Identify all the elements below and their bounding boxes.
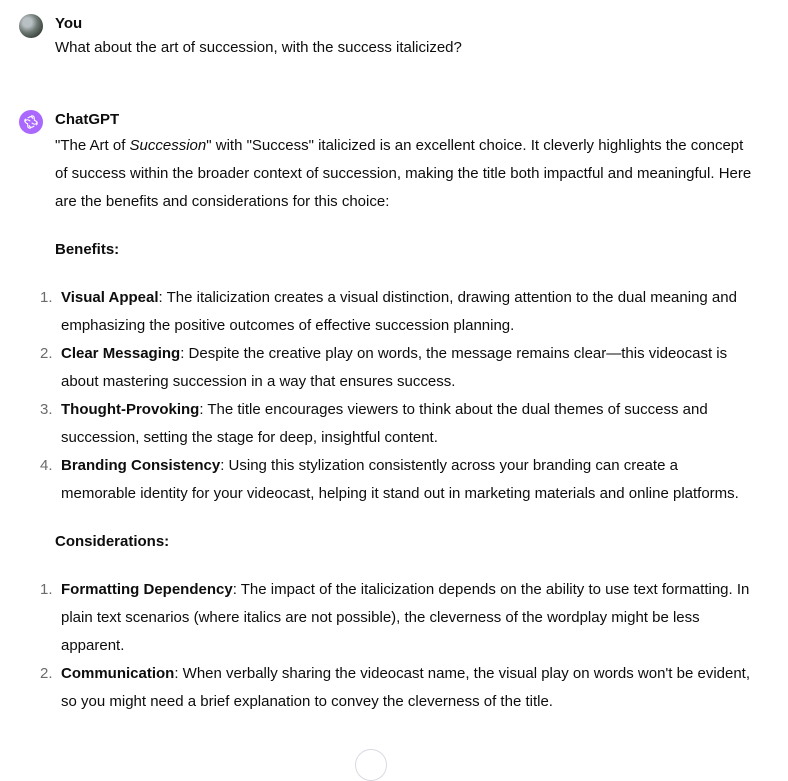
openai-logo-icon [19, 110, 43, 134]
intro-paragraph [55, 132, 755, 216]
benefits-heading: Benefits: [55, 241, 120, 258]
user-author-name: You [55, 15, 83, 32]
scroll-down-button[interactable] [355, 749, 387, 781]
user-message-text: What about the art of succession, with the success italicized? [55, 39, 462, 56]
intro-italic-word: Succession [129, 137, 207, 154]
user-avatar [19, 14, 43, 38]
considerations-heading: Considerations: [55, 533, 170, 550]
benefits-list [40, 284, 755, 508]
list-item: 1. Formatting Dependency: The impact of the italicization depends on the ability to use text formatting. In plain text scenarios (where italics are not possible), the cleverness of the wordplay might be less apparent. [40, 581, 750, 654]
intro-rest: " with "Success" italicized is an excellent choice. It cleverly highlights the concept of success within the broader context of succession, making the title both impactful and meaningful. Here are the benefits and considerations for this choice: [55, 137, 752, 210]
considerations-list [40, 576, 755, 716]
list-item: 1. Visual Appeal: The italicization creates a visual distinction, drawing attention to the dual meaning and emphasizing the positive outcomes of effective succession planning. [40, 289, 737, 334]
list-item: 3. Thought-Provoking: The title encourages viewers to think about the dual themes of success and succession, setting the stage for deep, insightful content. [40, 401, 708, 446]
intro-quote-start: "The Art of [55, 137, 130, 154]
list-item: 2. Communication: When verbally sharing the videocast name, the visual play on words won't be evident, so you might need a brief explanation to convey the cleverness of the title. [40, 665, 751, 710]
assistant-message-body [40, 132, 755, 716]
list-item: 2. Clear Messaging: Despite the creative play on words, the message remains clear—this videocast is about mastering succession in a way that ensures success. [40, 345, 728, 390]
assistant-author-name: ChatGPT [55, 111, 120, 128]
list-item: 4. Branding Consistency: Using this stylization consistently across your branding can create a memorable identity for your videocast, helping it stand out in marketing materials and online platforms. [40, 457, 739, 502]
